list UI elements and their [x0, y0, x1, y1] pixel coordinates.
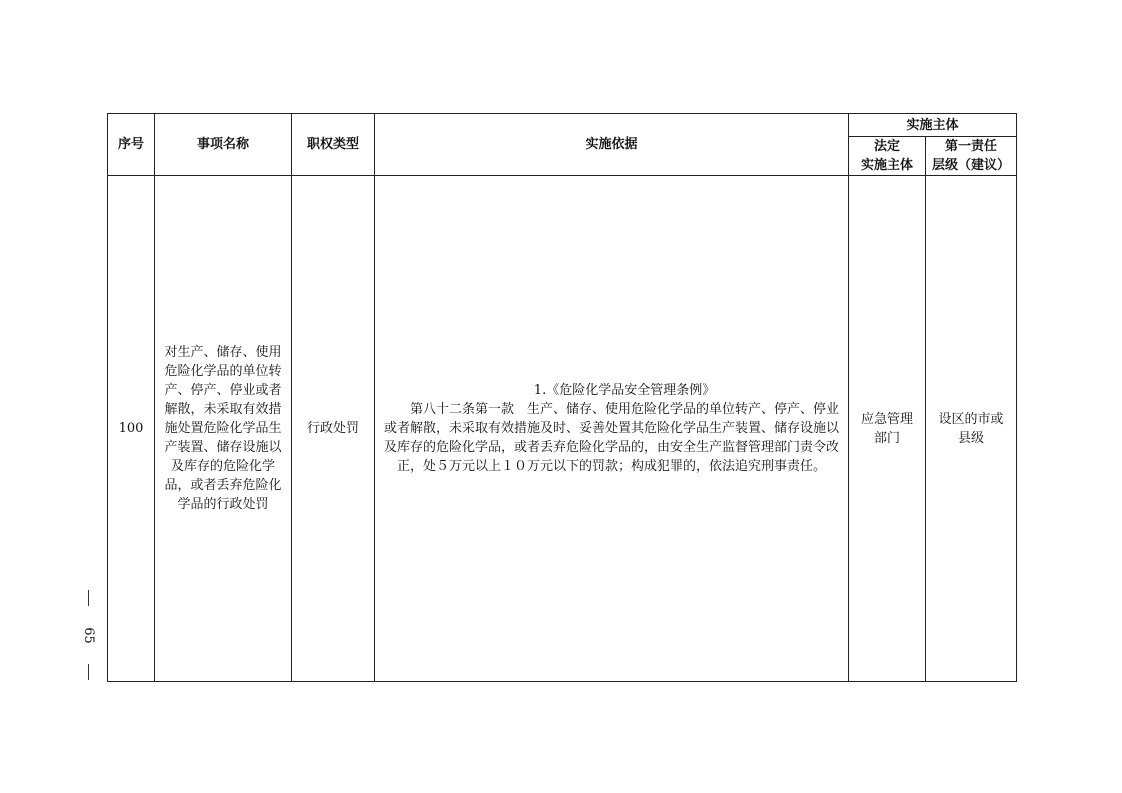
header-legal-subject	[849, 137, 926, 176]
page-number-dash-top	[88, 590, 89, 606]
header-power-type: 职权类型	[292, 114, 375, 176]
header-subject: 实施主体	[849, 114, 1017, 137]
cell-power-type: 行政处罚	[292, 176, 375, 682]
authority-table	[107, 113, 1017, 682]
cell-basis	[375, 176, 849, 682]
basis-title: 1.《危险化学品安全管理条例》	[533, 383, 716, 398]
cell-seq: 100	[108, 176, 155, 682]
table-row	[108, 176, 1017, 682]
cell-legal-subject: 应急管理部门	[849, 176, 926, 682]
header-legal-subject-line1: 法定	[873, 139, 900, 154]
header-item-name: 事项名称	[155, 114, 292, 176]
header-row-1	[108, 114, 1017, 137]
page-number	[78, 590, 98, 680]
page-number-text: 65	[80, 626, 96, 644]
header-legal-subject-line2: 实施主体	[860, 158, 913, 173]
header-first-resp	[926, 137, 1017, 176]
basis-text: 第八十二条第一款 生产、储存、使用危险化学品的单位转产、停产、停业或者解散，未采取有效措施及时、妥善处置其危险化学品生产装置、储存设施以及库存的危险化学品，或者丢弃危险化学品的，由安全生产监督管理部门责令改正，处５万元以上１０万元以下的罚款；构成犯罪的，依法追究刑事责任。	[383, 402, 839, 474]
header-first-resp-line1: 第一责任	[945, 139, 998, 154]
header-first-resp-line2: 层级（建议）	[932, 158, 1011, 173]
header-basis: 实施依据	[375, 114, 849, 176]
page-number-dash-bottom	[88, 664, 89, 680]
cell-item-name: 对生产、储存、使用危险化学品的单位转产、停产、停业或者解散，未采取有效措施处置危险化学品生产装置、储存设施以及库存的危险化学品，或者丢弃危险化学品的行政处罚	[155, 176, 292, 682]
cell-first-resp: 设区的市或县级	[926, 176, 1017, 682]
header-seq: 序号	[108, 114, 155, 176]
